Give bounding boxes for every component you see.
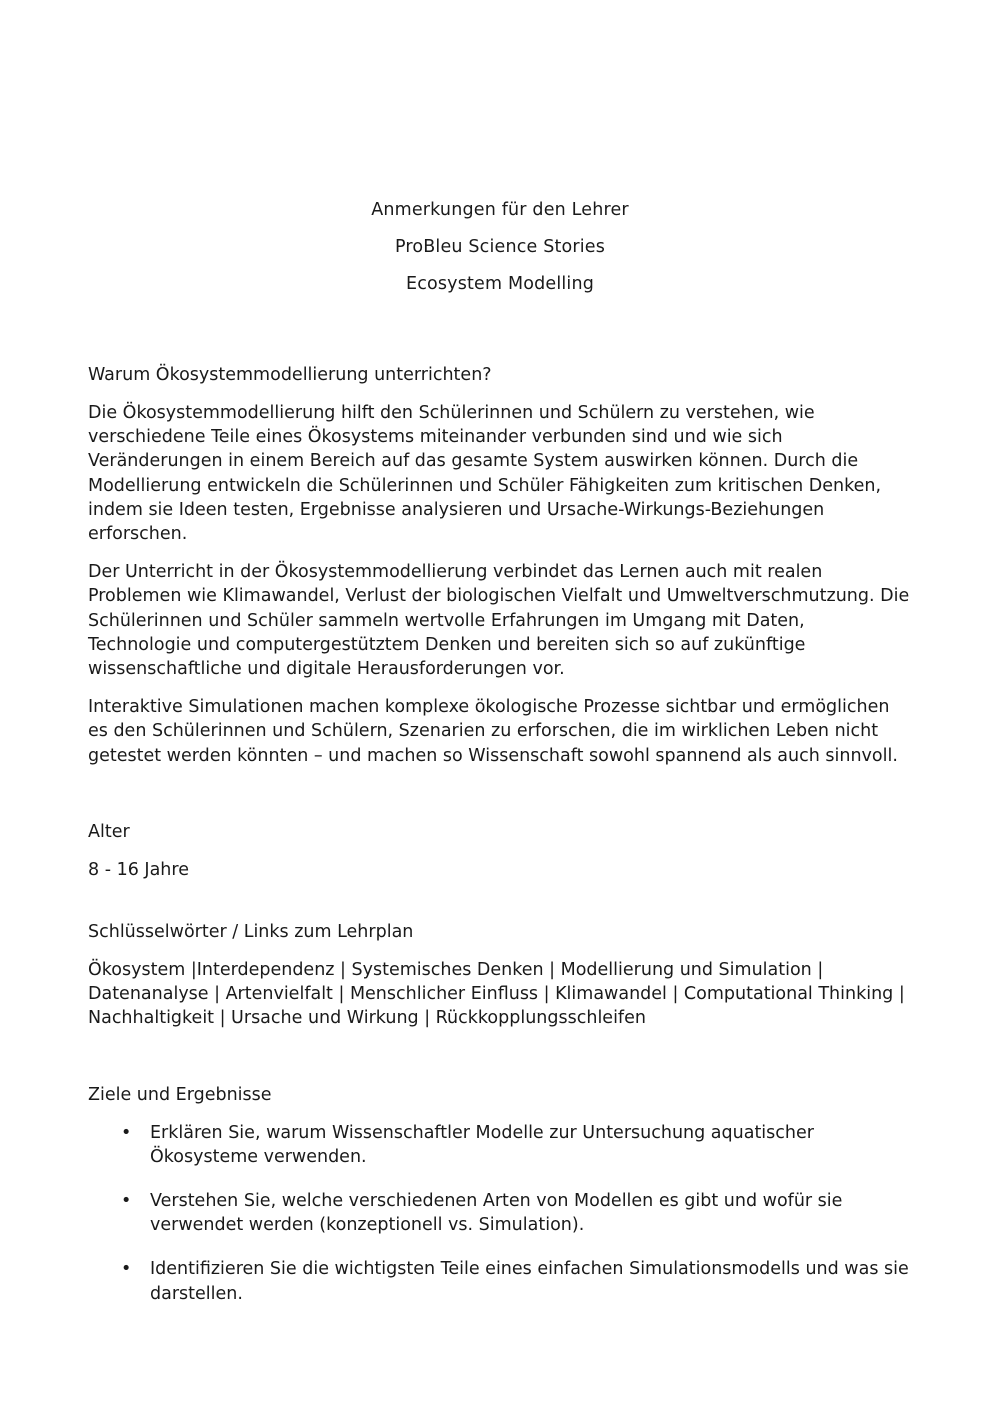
list-item-text: Verstehen Sie, welche verschiedenen Arten von Modellen es gibt und wofür sie verwendet werden (konzeptionell vs. Simulation). xyxy=(150,1191,843,1236)
document-title-line-3: Ecosystem Modelling xyxy=(405,274,594,294)
bullet-icon: • xyxy=(121,1122,132,1143)
spacer xyxy=(88,768,912,820)
list-item xyxy=(88,1189,912,1237)
section-heading-objectives: Ziele und Ergebnisse xyxy=(88,1084,272,1105)
document-title-block xyxy=(88,0,912,303)
spacer xyxy=(88,944,912,958)
document-title-line-1: Anmerkungen für den Lehrer xyxy=(371,200,629,220)
list-item-text: Erklären Sie, warum Wissenschaftler Modelle zur Untersuchung aquatischer Ökosysteme verwenden. xyxy=(150,1122,814,1167)
list-item xyxy=(88,1257,912,1305)
objectives-list xyxy=(88,1121,912,1306)
spacer xyxy=(88,1031,912,1083)
spacer xyxy=(88,681,912,695)
why-teach-paragraph-1: Die Ökosystemmodellierung hilft den Schülerinnen und Schülern zu verstehen, wie verschiedene Teile eines Ökosystems miteinander verbunden sind und wie sich Veränderungen in einem Bereich auf das gesamte System auswirken können. Durch die Modellierung entwickeln die Schülerinnen und Schüler Fähigkeiten zum kritischen Denken, indem sie Ideen testen, Ergebnisse analysieren und Ursache-Wirkungs-Beziehungen erforschen. xyxy=(88,403,882,545)
section-heading-why-teach: Warum Ökosystemmodellierung unterrichten? xyxy=(88,365,492,385)
section-heading-age: Alter xyxy=(88,821,130,842)
spacer xyxy=(88,546,912,560)
keywords-list-text: Ökosystem |Interdependenz | Systemisches Denken | Modellierung und Simulation | Datenanalyse | Artenvielfalt | Menschlicher Einfluss | Klimawandel | Computational Thinking | Nachhaltigkeit | Ursache und Wirkung | Rückkopplungsschleifen xyxy=(88,960,905,1029)
why-teach-paragraph-2: Der Unterricht in der Ökosystemmodellierung verbindet das Lernen auch mit realen Problemen wie Klimawandel, Verlust der biologischen Vielfalt und Umweltverschmutzung. Die Schülerinnen und Schüler sammeln wertvolle Erfahrungen im Umgang mit Daten, Technologie und computergestütztem Denken und bereiten sich so auf zukünftige wissenschaftliche und digitale Herausforderungen vor. xyxy=(88,562,910,680)
why-teach-paragraph-3: Interaktive Simulationen machen komplexe ökologische Prozesse sichtbar und ermöglichen es den Schülerinnen und Schülern, Szenarien zu erforschen, die im wirklichen Leben nicht getestet werden könnten – und machen so Wissenschaft sowohl spannend als auch sinnvoll. xyxy=(88,697,898,766)
list-item xyxy=(88,1121,912,1169)
bullet-icon: • xyxy=(121,1259,132,1280)
document-content xyxy=(88,0,912,1306)
spacer xyxy=(88,387,912,401)
spacer xyxy=(88,1107,912,1121)
spacer xyxy=(88,882,912,920)
age-range-value: 8 - 16 Jahre xyxy=(88,859,189,880)
section-heading-keywords: Schlüsselwörter / Links zum Lehrplan xyxy=(88,922,414,943)
bullet-icon: • xyxy=(121,1191,132,1212)
spacer xyxy=(88,844,912,858)
spacer xyxy=(88,303,912,363)
document-title-line-2: ProBleu Science Stories xyxy=(394,237,606,257)
list-item-text: Identifizieren Sie die wichtigsten Teile eines einfachen Simulationsmodells und was sie darstellen. xyxy=(150,1259,909,1304)
